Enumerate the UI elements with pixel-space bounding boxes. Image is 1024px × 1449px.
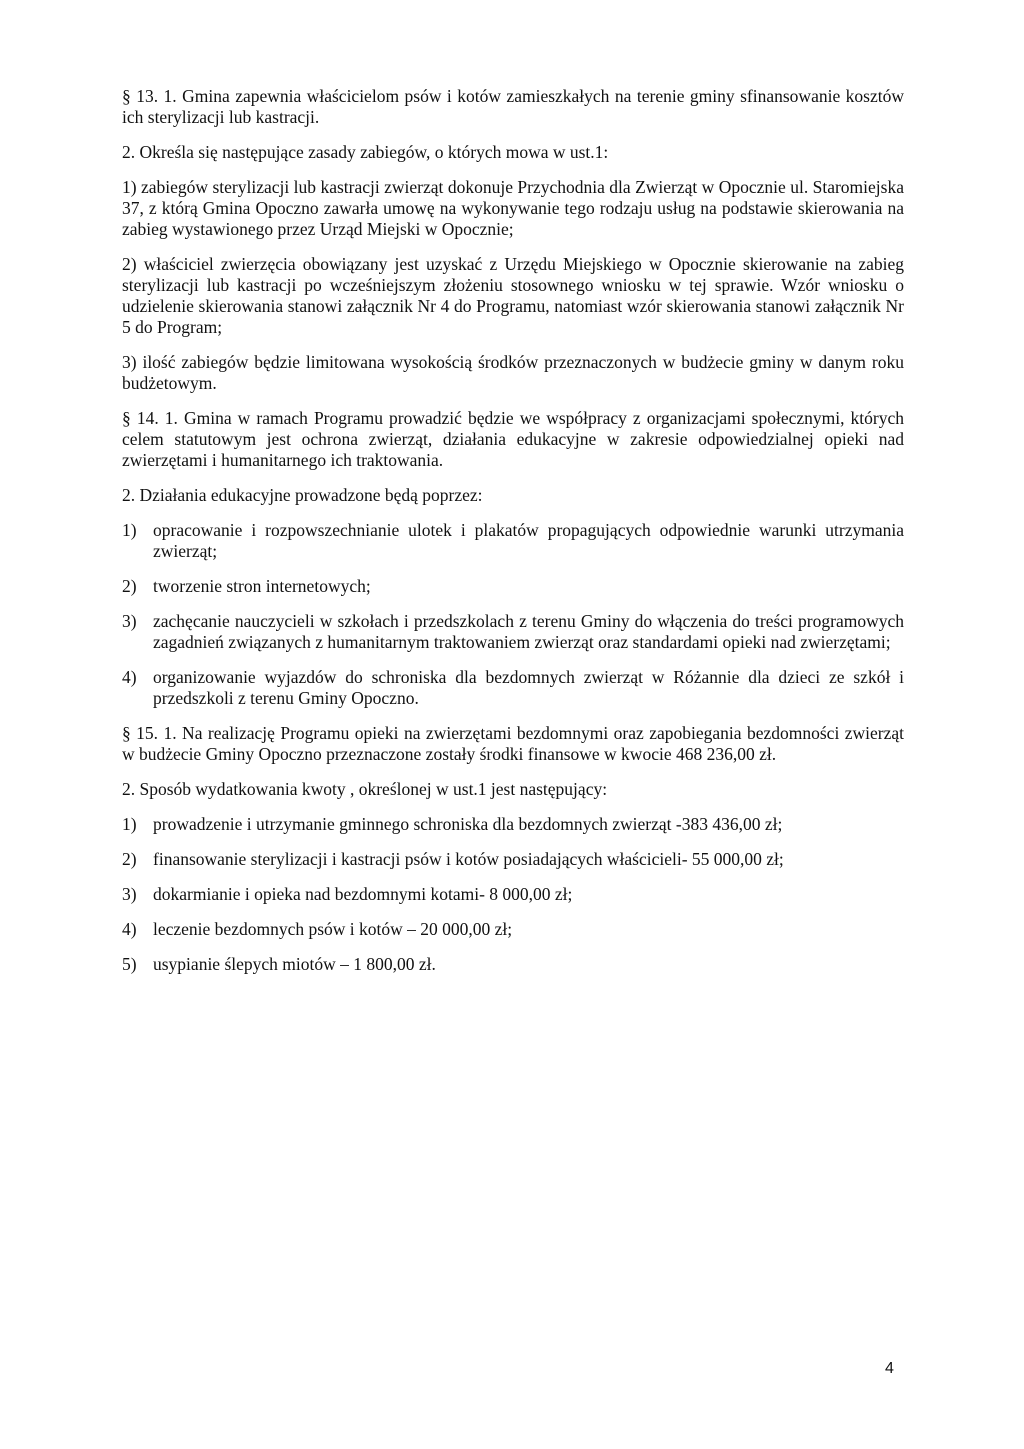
list-text: opracowanie i rozpowszechnianie ulotek i plakatów propagujących odpowiednie warunki utrzymania zwierząt;: [153, 520, 904, 561]
list-text: finansowanie sterylizacji i kastracji psów i kotów posiadających właścicieli- 55 000,00 zł;: [153, 849, 784, 869]
section-15-list-item: [122, 919, 904, 940]
list-number: 1): [122, 814, 137, 834]
list-number: 3): [122, 611, 137, 631]
list-number: 3): [122, 884, 137, 904]
list-number: 5): [122, 954, 137, 974]
section-15-list-item: [122, 849, 904, 870]
list-number: 2): [122, 849, 137, 869]
section-15-list-item: [122, 954, 904, 975]
section-14-list-item: [122, 611, 904, 653]
list-text: leczenie bezdomnych psów i kotów – 20 000,00 zł;: [153, 919, 513, 939]
list-text: zachęcanie nauczycieli w szkołach i przedszkolach z terenu Gminy do włączenia do treści programowych zagadnień związanych z humanitarnym traktowaniem zwierząt oraz standardami opieki nad zwierzętami;: [153, 611, 904, 652]
list-text: organizowanie wyjazdów do schroniska dla bezdomnych zwierząt w Różannie dla dzieci ze szkół i przedszkoli z terenu Gminy Opoczno.: [153, 667, 904, 708]
page-number: 4: [885, 1360, 894, 1377]
list-text: prowadzenie i utrzymanie gminnego schroniska dla bezdomnych zwierząt -383 436,00 zł;: [153, 814, 783, 834]
section-14-paragraph-2: 2. Działania edukacyjne prowadzone będą poprzez:: [122, 485, 483, 505]
list-text: tworzenie stron internetowych;: [153, 576, 371, 596]
section-13-paragraph-1: § 13. 1. Gmina zapewnia właścicielom psów i kotów zamieszkałych na terenie gminy sfinansowanie kosztów ich sterylizacji lub kastracji.: [122, 86, 904, 127]
section-13-item-1: 1) zabiegów sterylizacji lub kastracji zwierząt dokonuje Przychodnia dla Zwierząt w Opocznie ul. Staromiejska 37, z którą Gmina Opoczno zawarła umowę na wykonywanie tego rodzaju usług na podstawie skierowania na zabieg wystawionego przez Urząd Miejski w Opocznie;: [122, 177, 904, 239]
section-15-paragraph-1: § 15. 1. Na realizację Programu opieki na zwierzętami bezdomnymi oraz zapobiegania bezdomności zwierząt w budżecie Gminy Opoczno przeznaczone zostały środki finansowe w kwocie 468 236,00 zł.: [122, 723, 904, 764]
section-14-list-item: [122, 667, 904, 709]
list-number: 4): [122, 919, 137, 939]
section-14-paragraph-1: § 14. 1. Gmina w ramach Programu prowadzić będzie we współpracy z organizacjami społecznymi, których celem statutowym jest ochrona zwierząt, działania edukacyjne w zakresie odpowiedzialnej opieki nad zwierzętami i humanitarnego ich traktowania.: [122, 408, 904, 470]
document-page: [122, 86, 904, 989]
list-number: 4): [122, 667, 137, 687]
section-15-paragraph-2: 2. Sposób wydatkowania kwoty , określonej w ust.1 jest następujący:: [122, 779, 608, 799]
section-13-item-2: 2) właściciel zwierzęcia obowiązany jest uzyskać z Urzędu Miejskiego w Opocznie skierowanie na zabieg sterylizacji lub kastracji po wcześniejszym złożeniu stosownego wniosku w tej sprawie. Wzór wniosku o udzielenie skierowania stanowi załącznik Nr 4 do Programu, natomiast wzór skierowania stanowi załącznik Nr 5 do Program;: [122, 254, 904, 337]
section-14-list-item: [122, 576, 904, 597]
list-text: usypianie ślepych miotów – 1 800,00 zł.: [153, 954, 436, 974]
section-14-list-item: [122, 520, 904, 562]
section-13-item-3: 3) ilość zabiegów będzie limitowana wysokością środków przeznaczonych w budżecie gminy w danym roku budżetowym.: [122, 352, 904, 393]
list-number: 2): [122, 576, 137, 596]
list-text: dokarmianie i opieka nad bezdomnymi kotami- 8 000,00 zł;: [153, 884, 573, 904]
section-13-paragraph-2: 2. Określa się następujące zasady zabiegów, o których mowa w ust.1:: [122, 142, 609, 162]
list-number: 1): [122, 520, 137, 540]
section-15-list-item: [122, 814, 904, 835]
section-15-list-item: [122, 884, 904, 905]
